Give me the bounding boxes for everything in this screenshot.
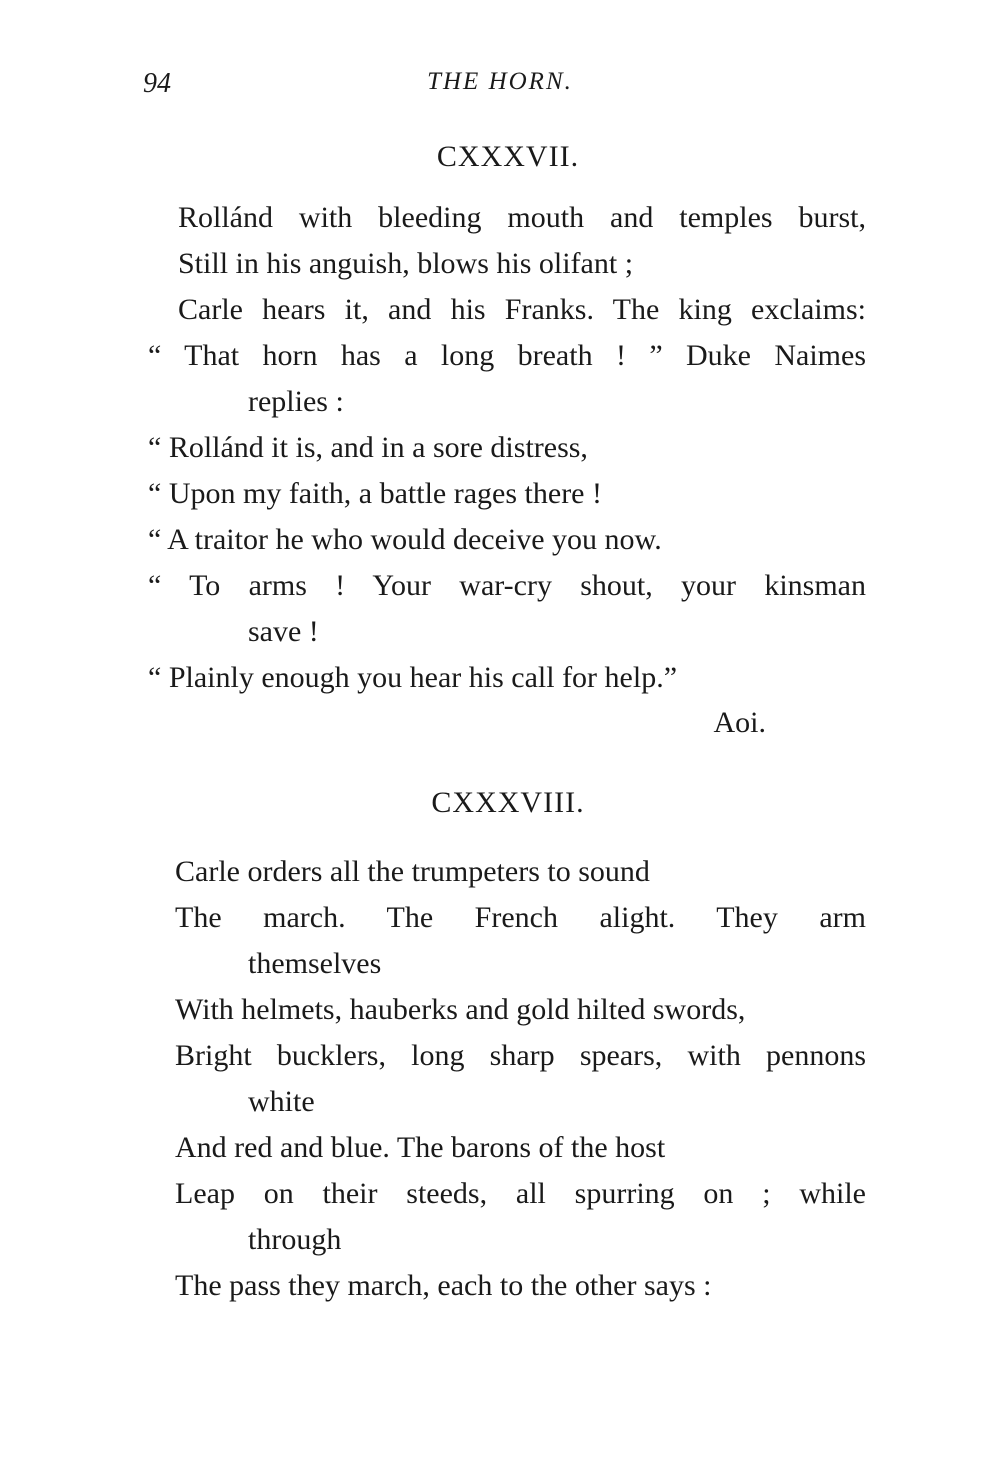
verse-line: “ Plainly enough you hear his call for help.” [148,661,678,694]
stanza-heading-cxxxvii: CXXXVII. [436,140,580,173]
verse-line: “ A traitor he who would deceive you now. [148,523,662,556]
verse-line: “ To arms ! Your war-cry shout, your kinsman [148,569,866,602]
verse-line: “ Upon my faith, a battle rages there ! [148,477,602,510]
verse-line-continuation: save ! [248,615,319,648]
verse-line: Carle orders all the trumpeters to sound [175,855,650,888]
verse-line: Bright bucklers, long sharp spears, with pennons [175,1039,866,1072]
verse-line-continuation: replies : [248,385,344,418]
verse-line: Leap on their steeds, all spurring on ; while [175,1177,866,1210]
verse-line: The pass they march, each to the other says : [175,1269,712,1302]
verse-line: Carle hears it, and his Franks. The king exclaims: [178,293,866,326]
page-number: 94 [143,68,171,99]
verse-line-continuation: white [248,1085,315,1118]
verse-line: And red and blue. The barons of the host [175,1131,666,1164]
verse-line: “ That horn has a long breath ! ” Duke Naimes [148,339,866,372]
verse-line: “ Rollánd it is, and in a sore distress, [148,431,588,464]
verse-line: The march. The French alight. They arm [175,901,866,934]
stanza-heading-cxxxviii: CXXXVIII. [431,786,585,819]
running-title: THE HORN. [427,68,573,95]
refrain-aoi: Aoi. [713,706,766,739]
verse-line: With helmets, hauberks and gold hilted swords, [175,993,746,1026]
verse-line-continuation: themselves [248,947,382,980]
verse-line: Rollánd with bleeding mouth and temples burst, [178,201,866,234]
verse-line-continuation: through [248,1223,342,1256]
verse-line: Still in his anguish, blows his olifant ; [178,247,634,280]
